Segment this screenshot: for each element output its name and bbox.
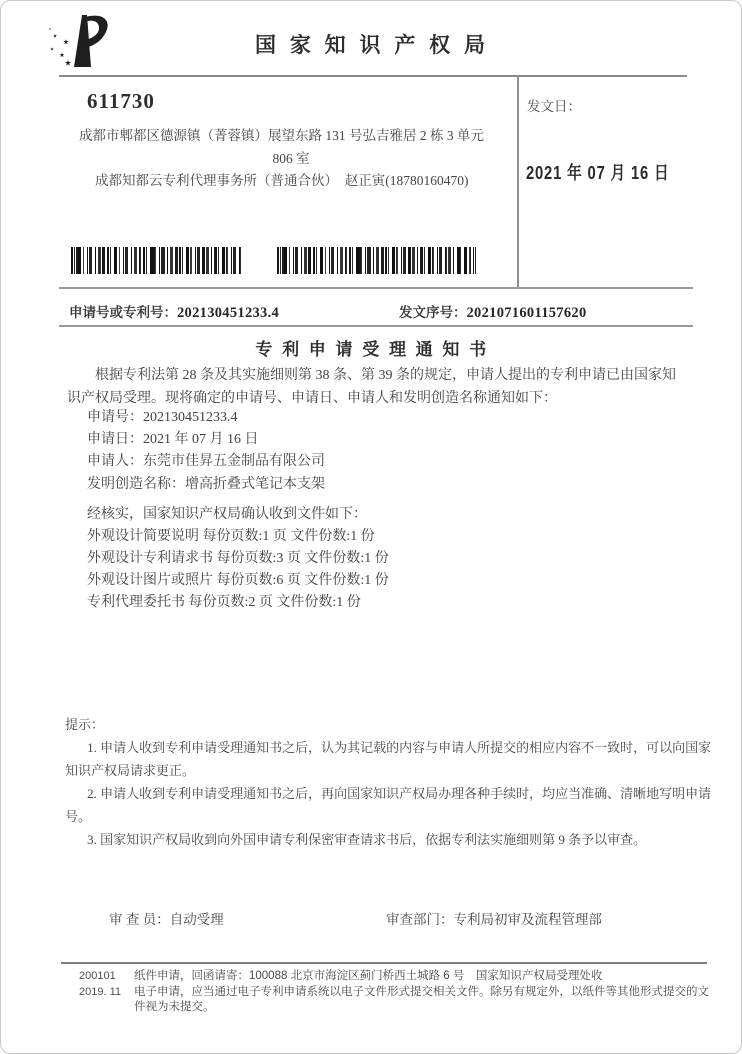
footer-code-2: 2019. 11 <box>79 985 122 998</box>
barcode-serial-number <box>277 247 476 274</box>
field-invention-title <box>87 474 325 496</box>
agency-title: 国 家 知 识 产 权 局 <box>254 34 489 57</box>
examiner-label: 审 查 员： <box>109 912 170 927</box>
department-field <box>386 908 602 928</box>
document-item: 外观设计图片或照片 每份页数:6 页 文件份数:1 份 <box>87 573 389 588</box>
tips-label: 提示： <box>65 717 105 732</box>
field-filing-date-value: 2021 年 07 月 16 日 <box>143 432 259 448</box>
postal-code: 611730 <box>87 89 155 113</box>
field-applicant-value: 东莞市佳昇五金制品有限公司 <box>143 454 325 470</box>
address-line-1: 成都市郫都区德源镇（菁蓉镇）展望东路 131 号弘吉雅居 2 栋 3 单元 <box>79 128 484 143</box>
tip-item-1: 1. 申请人收到专利申请受理通知书之后，认为其记载的内容与申请人所提交的相应内容不一致时，可以向国家知识产权局请求更正。 <box>65 740 712 778</box>
tip-item-3: 3. 国家知识产权局收到向外国申请专利保密审查请求书后，依据专利法实施细则第 9 条予以审查。 <box>87 832 647 847</box>
footer-form-codes <box>79 969 121 1000</box>
field-application-no <box>87 407 325 429</box>
issue-date-value: 2021 年 07 月 16 日 <box>526 163 670 183</box>
tips-block <box>65 713 713 851</box>
document-item: 外观设计简要说明 每份页数:1 页 文件份数:1 份 <box>87 529 375 544</box>
document-item: 专利代理委托书 每份页数:2 页 文件份数:1 份 <box>87 595 361 610</box>
issue-date-label: 发文日： <box>527 99 581 114</box>
department-value: 专利局初审及流程管理部 <box>453 912 602 927</box>
received-intro: 经核实，国家知识产权局确认收到文件如下： <box>87 507 367 522</box>
field-application-no-value: 202130451233.4 <box>143 410 238 425</box>
field-filing-date-label: 申请日： <box>87 432 143 448</box>
field-invention-title-value: 增高折叠式笔记本支架 <box>185 476 325 492</box>
field-applicant <box>87 451 325 473</box>
footer-electronic-filing-line: 电子申请，应当通过电子专利申请系统以电子文件形式提交相关文件。除另有规定外，以纸件等其他形式提交的文件视为未提交。 <box>134 985 709 1013</box>
address-line-2: 806 室 <box>272 150 310 166</box>
department-label: 审查部门： <box>386 912 454 927</box>
field-applicant-label: 申请人： <box>87 454 143 470</box>
footer-code-1: 200101 <box>79 970 116 982</box>
determined-fields <box>87 407 325 496</box>
footer-instructions <box>134 969 712 1016</box>
rule-below-reference-row <box>59 325 693 327</box>
footer-paper-filing-line: 纸件申请，回函请寄：100088 北京市海淀区蓟门桥西土城路 6 号 国家知识产权局受理处收 <box>134 970 603 982</box>
notice-title: 专 利 申 请 受 理 通 知 书 <box>255 340 489 359</box>
document-item: 外观设计专利请求书 每份页数:3 页 文件份数:1 份 <box>87 551 389 566</box>
examiner-value: 自动受理 <box>169 912 224 927</box>
serial-number-field <box>399 301 587 322</box>
serial-number-value: 2021071601157620 <box>466 305 587 321</box>
field-invention-title-label: 发明创造名称： <box>87 476 185 492</box>
application-number-value: 202130451233.4 <box>177 305 280 321</box>
date-box-left-border <box>517 75 519 287</box>
header-rule <box>59 75 687 77</box>
rule-above-reference-row <box>59 287 693 289</box>
barcode-application-number <box>71 247 242 274</box>
field-application-no-label: 申请号： <box>87 410 143 425</box>
serial-number-label: 发文序号： <box>399 305 467 320</box>
examiner-field <box>109 908 224 928</box>
field-filing-date <box>87 429 325 451</box>
received-documents-block <box>87 504 389 614</box>
tip-item-2: 2. 申请人收到专利申请受理通知书之后，再向国家知识产权局办理各种手续时，均应当准确、清晰地写明申请号。 <box>65 786 712 824</box>
addressee-block <box>79 125 503 193</box>
application-number-label: 申请号或专利号： <box>69 305 177 320</box>
recipient-line: 成都知都云专利代理事务所（普通合伙） 赵正寅(18780160470) <box>95 173 469 188</box>
application-number-field <box>69 301 279 322</box>
footer-rule <box>61 962 707 964</box>
notice-intro-paragraph: 根据专利法第 28 条及其实施细则第 38 条、第 39 条的规定，申请人提出的专利申请已由国家知识产权局受理。现将确定的申请号、申请日、申请人和发明创造名称通知如下： <box>67 368 676 406</box>
